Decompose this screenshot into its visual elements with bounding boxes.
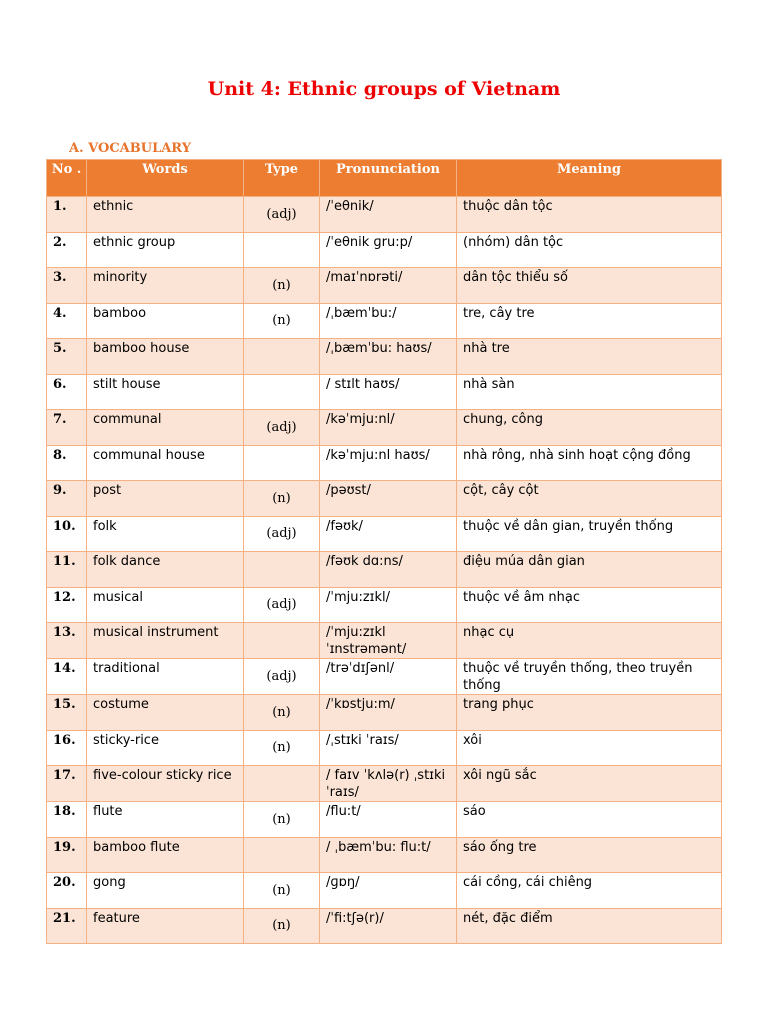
row-type xyxy=(244,766,320,802)
row-meaning: nhạc cụ xyxy=(457,623,722,659)
row-number: 8. xyxy=(47,445,87,481)
row-number: 17. xyxy=(47,766,87,802)
row-meaning: thuộc về dân gian, truyền thống xyxy=(457,516,722,552)
vocabulary-table xyxy=(46,159,722,944)
row-number: 18. xyxy=(47,802,87,838)
row-type: (n) xyxy=(244,802,320,838)
row-meaning: xôi xyxy=(457,730,722,766)
row-number: 9. xyxy=(47,481,87,517)
table-row xyxy=(47,445,722,481)
header-no: No . xyxy=(47,160,87,197)
row-word: folk dance xyxy=(87,552,244,588)
row-word: stilt house xyxy=(87,374,244,410)
table-row xyxy=(47,303,722,339)
table-row xyxy=(47,516,722,552)
row-pronunciation: /ˈeθnik ɡru:p/ xyxy=(320,232,457,268)
row-meaning: nhà rông, nhà sinh hoạt cộng đồng xyxy=(457,445,722,481)
table-row xyxy=(47,623,722,659)
row-word: costume xyxy=(87,695,244,731)
table-header-row xyxy=(47,160,722,197)
row-number: 6. xyxy=(47,374,87,410)
row-pronunciation: / faɪv ˈkʌlə(r) ˌstɪki ˈraɪs/ xyxy=(320,766,457,802)
row-pronunciation: /kəˈmju:nl haʊs/ xyxy=(320,445,457,481)
row-word: ethnic group xyxy=(87,232,244,268)
row-meaning: chung, công xyxy=(457,410,722,446)
row-word: post xyxy=(87,481,244,517)
row-pronunciation: /flu:t/ xyxy=(320,802,457,838)
header-type: Type xyxy=(244,160,320,197)
row-type xyxy=(244,623,320,659)
row-pronunciation: /ˌbæmˈbu: haʊs/ xyxy=(320,339,457,375)
table-row xyxy=(47,766,722,802)
table-row xyxy=(47,659,722,695)
table-row xyxy=(47,802,722,838)
row-type xyxy=(244,232,320,268)
table-row xyxy=(47,232,722,268)
row-word: feature xyxy=(87,908,244,944)
section-heading: A. VOCABULARY xyxy=(69,141,191,156)
row-pronunciation: /ˌstɪki ˈraɪs/ xyxy=(320,730,457,766)
row-pronunciation: /fəʊk/ xyxy=(320,516,457,552)
row-word: gong xyxy=(87,873,244,909)
row-meaning: nhà sàn xyxy=(457,374,722,410)
row-number: 21. xyxy=(47,908,87,944)
row-number: 1. xyxy=(47,197,87,233)
table-row xyxy=(47,587,722,623)
row-type: (n) xyxy=(244,695,320,731)
row-type xyxy=(244,837,320,873)
row-meaning: nét, đặc điểm xyxy=(457,908,722,944)
row-type xyxy=(244,445,320,481)
table-row xyxy=(47,837,722,873)
row-type: (n) xyxy=(244,481,320,517)
table-row xyxy=(47,197,722,233)
row-pronunciation: /ˈkɒstju:m/ xyxy=(320,695,457,731)
row-pronunciation: /ˈeθnik/ xyxy=(320,197,457,233)
row-number: 19. xyxy=(47,837,87,873)
table-row xyxy=(47,481,722,517)
table-row xyxy=(47,374,722,410)
row-number: 3. xyxy=(47,268,87,304)
row-meaning: sáo xyxy=(457,802,722,838)
row-number: 5. xyxy=(47,339,87,375)
row-pronunciation: /ˈmju:zɪkl ˈɪnstrəmənt/ xyxy=(320,623,457,659)
row-pronunciation: /ˈfi:tʃə(r)/ xyxy=(320,908,457,944)
row-meaning: cái cồng, cái chiêng xyxy=(457,873,722,909)
header-meaning: Meaning xyxy=(457,160,722,197)
table-row xyxy=(47,268,722,304)
row-meaning: dân tộc thiểu số xyxy=(457,268,722,304)
row-number: 15. xyxy=(47,695,87,731)
row-pronunciation: /trəˈdɪʃənl/ xyxy=(320,659,457,695)
row-word: bamboo house xyxy=(87,339,244,375)
row-meaning: thuộc dân tộc xyxy=(457,197,722,233)
row-number: 7. xyxy=(47,410,87,446)
row-type xyxy=(244,374,320,410)
row-number: 2. xyxy=(47,232,87,268)
row-pronunciation: / stɪlt haʊs/ xyxy=(320,374,457,410)
row-meaning: điệu múa dân gian xyxy=(457,552,722,588)
row-type: (n) xyxy=(244,873,320,909)
row-word: bamboo flute xyxy=(87,837,244,873)
row-number: 10. xyxy=(47,516,87,552)
row-meaning: trang phục xyxy=(457,695,722,731)
row-type xyxy=(244,339,320,375)
row-pronunciation: /ɡɒŋ/ xyxy=(320,873,457,909)
row-meaning: nhà tre xyxy=(457,339,722,375)
row-number: 11. xyxy=(47,552,87,588)
row-meaning: sáo ống tre xyxy=(457,837,722,873)
row-word: sticky-rice xyxy=(87,730,244,766)
row-meaning: thuộc về truyền thống, theo truyền thống xyxy=(457,659,722,695)
row-pronunciation: /maɪˈnɒrəti/ xyxy=(320,268,457,304)
header-pronunciation: Pronunciation xyxy=(320,160,457,197)
row-number: 16. xyxy=(47,730,87,766)
row-word: musical instrument xyxy=(87,623,244,659)
row-pronunciation: /fəʊk dɑ:ns/ xyxy=(320,552,457,588)
table-row xyxy=(47,695,722,731)
row-word: five-colour sticky rice xyxy=(87,766,244,802)
table-row xyxy=(47,339,722,375)
row-number: 13. xyxy=(47,623,87,659)
row-meaning: (nhóm) dân tộc xyxy=(457,232,722,268)
header-words: Words xyxy=(87,160,244,197)
row-pronunciation: /pəʊst/ xyxy=(320,481,457,517)
row-type: (adj) xyxy=(244,516,320,552)
row-pronunciation: /kəˈmju:nl/ xyxy=(320,410,457,446)
row-word: communal xyxy=(87,410,244,446)
row-type: (n) xyxy=(244,730,320,766)
row-type xyxy=(244,552,320,588)
table-row xyxy=(47,908,722,944)
row-meaning: xôi ngũ sắc xyxy=(457,766,722,802)
row-meaning: thuộc về âm nhạc xyxy=(457,587,722,623)
row-type: (n) xyxy=(244,908,320,944)
row-word: ethnic xyxy=(87,197,244,233)
row-meaning: tre, cây tre xyxy=(457,303,722,339)
row-type: (adj) xyxy=(244,197,320,233)
table-row xyxy=(47,873,722,909)
row-word: traditional xyxy=(87,659,244,695)
row-type: (adj) xyxy=(244,410,320,446)
row-word: folk xyxy=(87,516,244,552)
row-number: 4. xyxy=(47,303,87,339)
table-row xyxy=(47,552,722,588)
row-pronunciation: /ˌbæmˈbu:/ xyxy=(320,303,457,339)
row-word: flute xyxy=(87,802,244,838)
table-row xyxy=(47,410,722,446)
row-type: (adj) xyxy=(244,587,320,623)
row-word: bamboo xyxy=(87,303,244,339)
row-type: (n) xyxy=(244,268,320,304)
row-word: musical xyxy=(87,587,244,623)
table-row xyxy=(47,730,722,766)
row-type: (adj) xyxy=(244,659,320,695)
row-word: minority xyxy=(87,268,244,304)
row-number: 20. xyxy=(47,873,87,909)
row-number: 14. xyxy=(47,659,87,695)
row-pronunciation: /ˈmju:zɪkl/ xyxy=(320,587,457,623)
row-pronunciation: / ˌbæmˈbu: flu:t/ xyxy=(320,837,457,873)
page-title: Unit 4: Ethnic groups of Vietnam xyxy=(207,78,561,100)
row-type: (n) xyxy=(244,303,320,339)
row-number: 12. xyxy=(47,587,87,623)
row-meaning: cột, cây cột xyxy=(457,481,722,517)
row-word: communal house xyxy=(87,445,244,481)
